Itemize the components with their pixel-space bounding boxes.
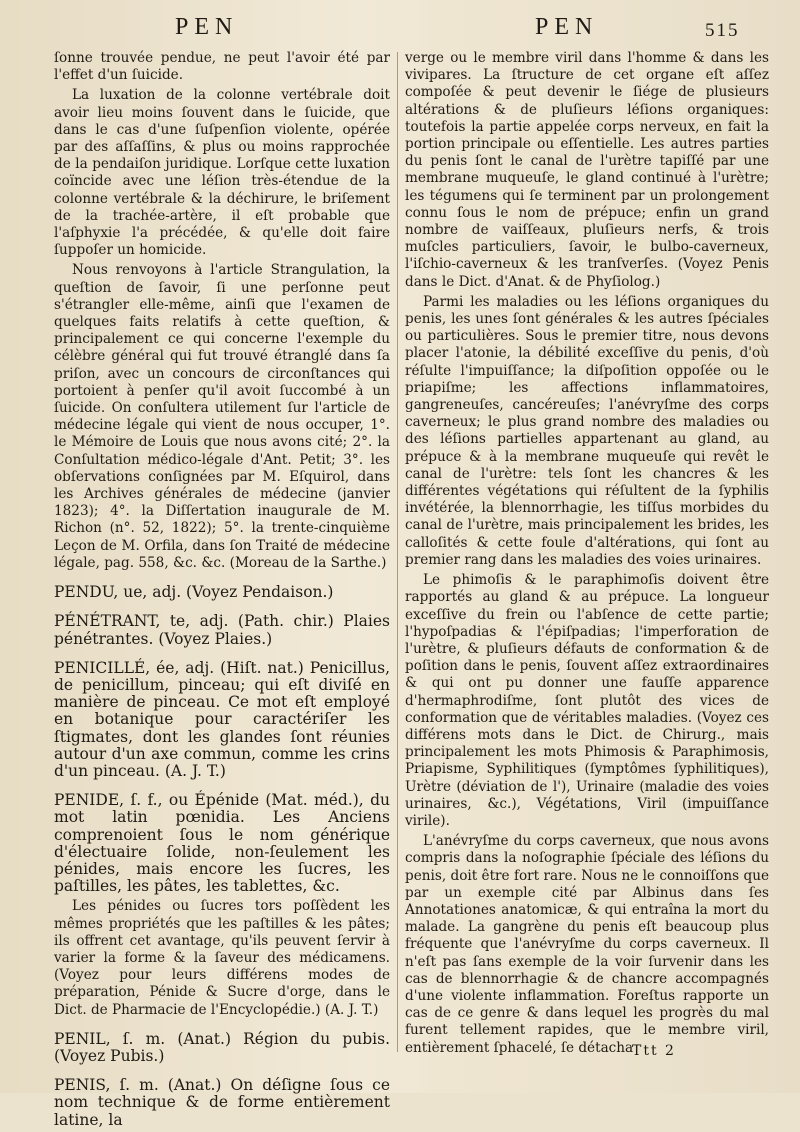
page-number: 515 — [705, 20, 740, 41]
entry-penil: PENIL, ſ. m. (Anat.) Région du pubis. (Voyez Pubis.) — [54, 1029, 390, 1065]
entry-pendu: PENDU, ue, adj. (Voyez Pendaison.) — [54, 583, 334, 602]
entry-penicille: PENICILLÉ, ée, adj. (Hiſt. nat.) Penicillus, de penicillum, pinceau; qui eſt diviſé en manière de pinceau. Ce mot eſt employé en botanique pour caractériſer les ſtigmates, dont les glandes ſont réunies autour d'un axe commun, comme les crins d'un pinceau. (A. J. T.) — [54, 658, 390, 780]
column-divider — [397, 52, 398, 1052]
paragraph: Les pénides ou ſucres tors poſſèdent les mêmes propriétés que les paſtilles & les pâtes; ils offrent cet avantage, qu'ils peuvent ſervir à varier la forme & la ſaveur des médicamens. (Voyez pour leurs différens modes de préparation, Pénide & Sucre d'orge, dans le Dict. de Pharmacie de l'Encyclopédie.) (A. J. T.) — [54, 898, 390, 1018]
paragraph: Le phimoſis & le paraphimoſis doivent être rapportés au gland & au prépuce. La longueur exceſſive du frein ou l'abſence de cette partie; l'hypoſpadias & l'épiſpadias; l'imperforation de l'urètre, & pluſieurs défauts de conformation & de poſition dans le penis, ſouvent aſſez extraordinaires & qui ont pu donner une fauſſe apparence d'hermaphrodiſme, ſont plutôt des vices de conformation que de véritables maladies. (Voyez ces différens mots dans le Dict. de Chirurg., mais principalement les mots Phimosis & Paraphimosis, Priapisme, Syphilitiques (ſymptômes ſyphilitiques), Urètre (déviation de l'), Urinaire (maladie des voies urinaires, &c.), Végétations, Viril (impuiſſance virile). — [405, 572, 769, 829]
left-column — [54, 50, 390, 1132]
entry-penide: PENIDE, ſ. f., ou Épénide (Mat. méd.), du mot latin pœnidia. Les Anciens comprenoient ſous le nom générique d'électuaire ſolide, non-ſeulement les pénides, mais encore les ſucres, les paſtilles, les pâtes, les tablettes, &c. — [54, 791, 390, 896]
entry-penis: PENIS, ſ. m. (Anat.) On déſigne ſous ce nom technique & de forme entièrement latine, la — [54, 1076, 390, 1129]
paragraph: Nous renvoyons à l'article Strangulation, la queſtion de ſavoir, ſi une perſonne peut s'étrangler elle-même, ainſi que l'examen de quelques faits relatifs à cette queſtion, & principalement ce qui concerne l'exemple du célèbre général qui fut trouvé étranglé dans ſa priſon, avec un concours de circonſtances qui portoient à penſer qu'il avoit ſuccombé à un ſuicide. On conſultera utilement ſur l'article de médecine légale qui vient de nous occuper, 1°. le Mémoire de Louis que nous avons cité; 2°. la Conſultation médico-légale d'Ant. Petit; 3°. les obſervations conſignées par M. Eſquirol, dans les Archives générales de médecine (janvier 1823); 4°. la Diſſertation inaugurale de M. Richon (n°. 52, 1822); 5°. la trente-cinquième Leçon de M. Orfila, dans ſon Traité de médecine légale, pag. 558, &c. &c. (Moreau de la Sarthe.) — [54, 262, 390, 571]
paragraph: Parmi les maladies ou les léſions organiques du penis, les unes ſont générales & les autres ſpéciales ou particulières. Sous le premier titre, nous devons placer l'atonie, la débilité exceſſive du penis, d'où réſulte l'impuiſſance; la diſpoſition oppoſée ou le priapiſme; les affections inflammatoires, gangreneuſes, cancéreuſes; l'anévryſme des corps caverneux; le plus grand nombre des maladies ou des léſions partielles appartenant au gland, au prépuce & à la membrane muqueuſe qui revêt le canal de l'urètre: tels ſont les chancres & les différentes végétations qui réſultent de la ſyphilis invétérée, la blennorrhagie, les tiſſus morbides du canal de l'urètre, mais principalement les brides, les calloſités & cette foule d'altérations, qui ſont au premier rang dans les maladies des voies urinaires. — [405, 293, 769, 568]
running-head — [0, 14, 800, 46]
right-running-title: PEN — [535, 14, 599, 40]
left-running-title: PEN — [175, 14, 239, 40]
paragraph: ſonne trouvée pendue, ne peut l'avoir été par l'effet d'un ſuicide. — [54, 50, 390, 84]
entry-penetrant: PÉNÉTRANT, te, adj. (Path. chir.) Plaies pénétrantes. (Voyez Plaies.) — [54, 612, 390, 648]
signature-mark: Ttt 2 — [632, 1043, 676, 1059]
paragraph: La luxation de la colonne vertébrale doit avoir lieu moins ſouvent dans le ſuicide, que dans le cas d'une ſuſpenſion violente, opérée par des aſſaſſins, & plus ou moins rapprochée de la pendaiſon juridique. Lorſque cette luxation coïncide avec une léſion très-étendue de la colonne vertébrale & la déchirure, le briſement de la trachée-artère, il eſt probable que l'aſphyxie l'a précédée, & qu'elle doit faire ſuppoſer un homicide. — [54, 87, 390, 259]
right-column — [405, 50, 769, 1060]
paragraph: verge ou le membre viril dans l'homme & dans les vivipares. La ſtructure de cet organe eſt aſſez compoſée & peut devenir le ſiége de plusieurs altérations & de pluſieurs léſions organiques: toutefois la partie appelée corps nerveux, en fait la portion principale ou eſſentielle. Les autres parties du penis ſont le canal de l'urètre tapiſſé par une membrane muqueuſe, le gland continué à l'urètre; les tégumens qui ſe terminent par un prolongement connu ſous le nom de prépuce; enfin un grand nombre de vaiſſeaux, pluſieurs nerfs, & trois muſcles particuliers, ſavoir, le bulbo-caverneux, l'iſchio-caverneux & les tranſverſes. (Voyez Penis dans le Dict. d'Anat. & de Phyſiolog.) — [405, 50, 769, 290]
paragraph: L'anévryſme du corps caverneux, que nous avons compris dans la noſographie ſpéciale des léſions du penis, doit être fort rare. Nous ne le connoiſſons que par un exemple cité par Albinus dans ſes Annotationes anatomicæ, & qui entraîna la mort du malade. La gangrène du penis eſt beaucoup plus fréquente que l'anévryſme du corps caverneux. Il n'eſt pas ſans exemple de la voir ſurvenir dans les cas de blennorrhagie & de chancre accompagnés d'une violente inflammation. Foreſtus rapporte un cas de ce genre & dans lequel les progrès du mal furent tellement rapides, que le membre viril, entièrement ſphacelé, ſe détacha — [405, 833, 769, 1056]
